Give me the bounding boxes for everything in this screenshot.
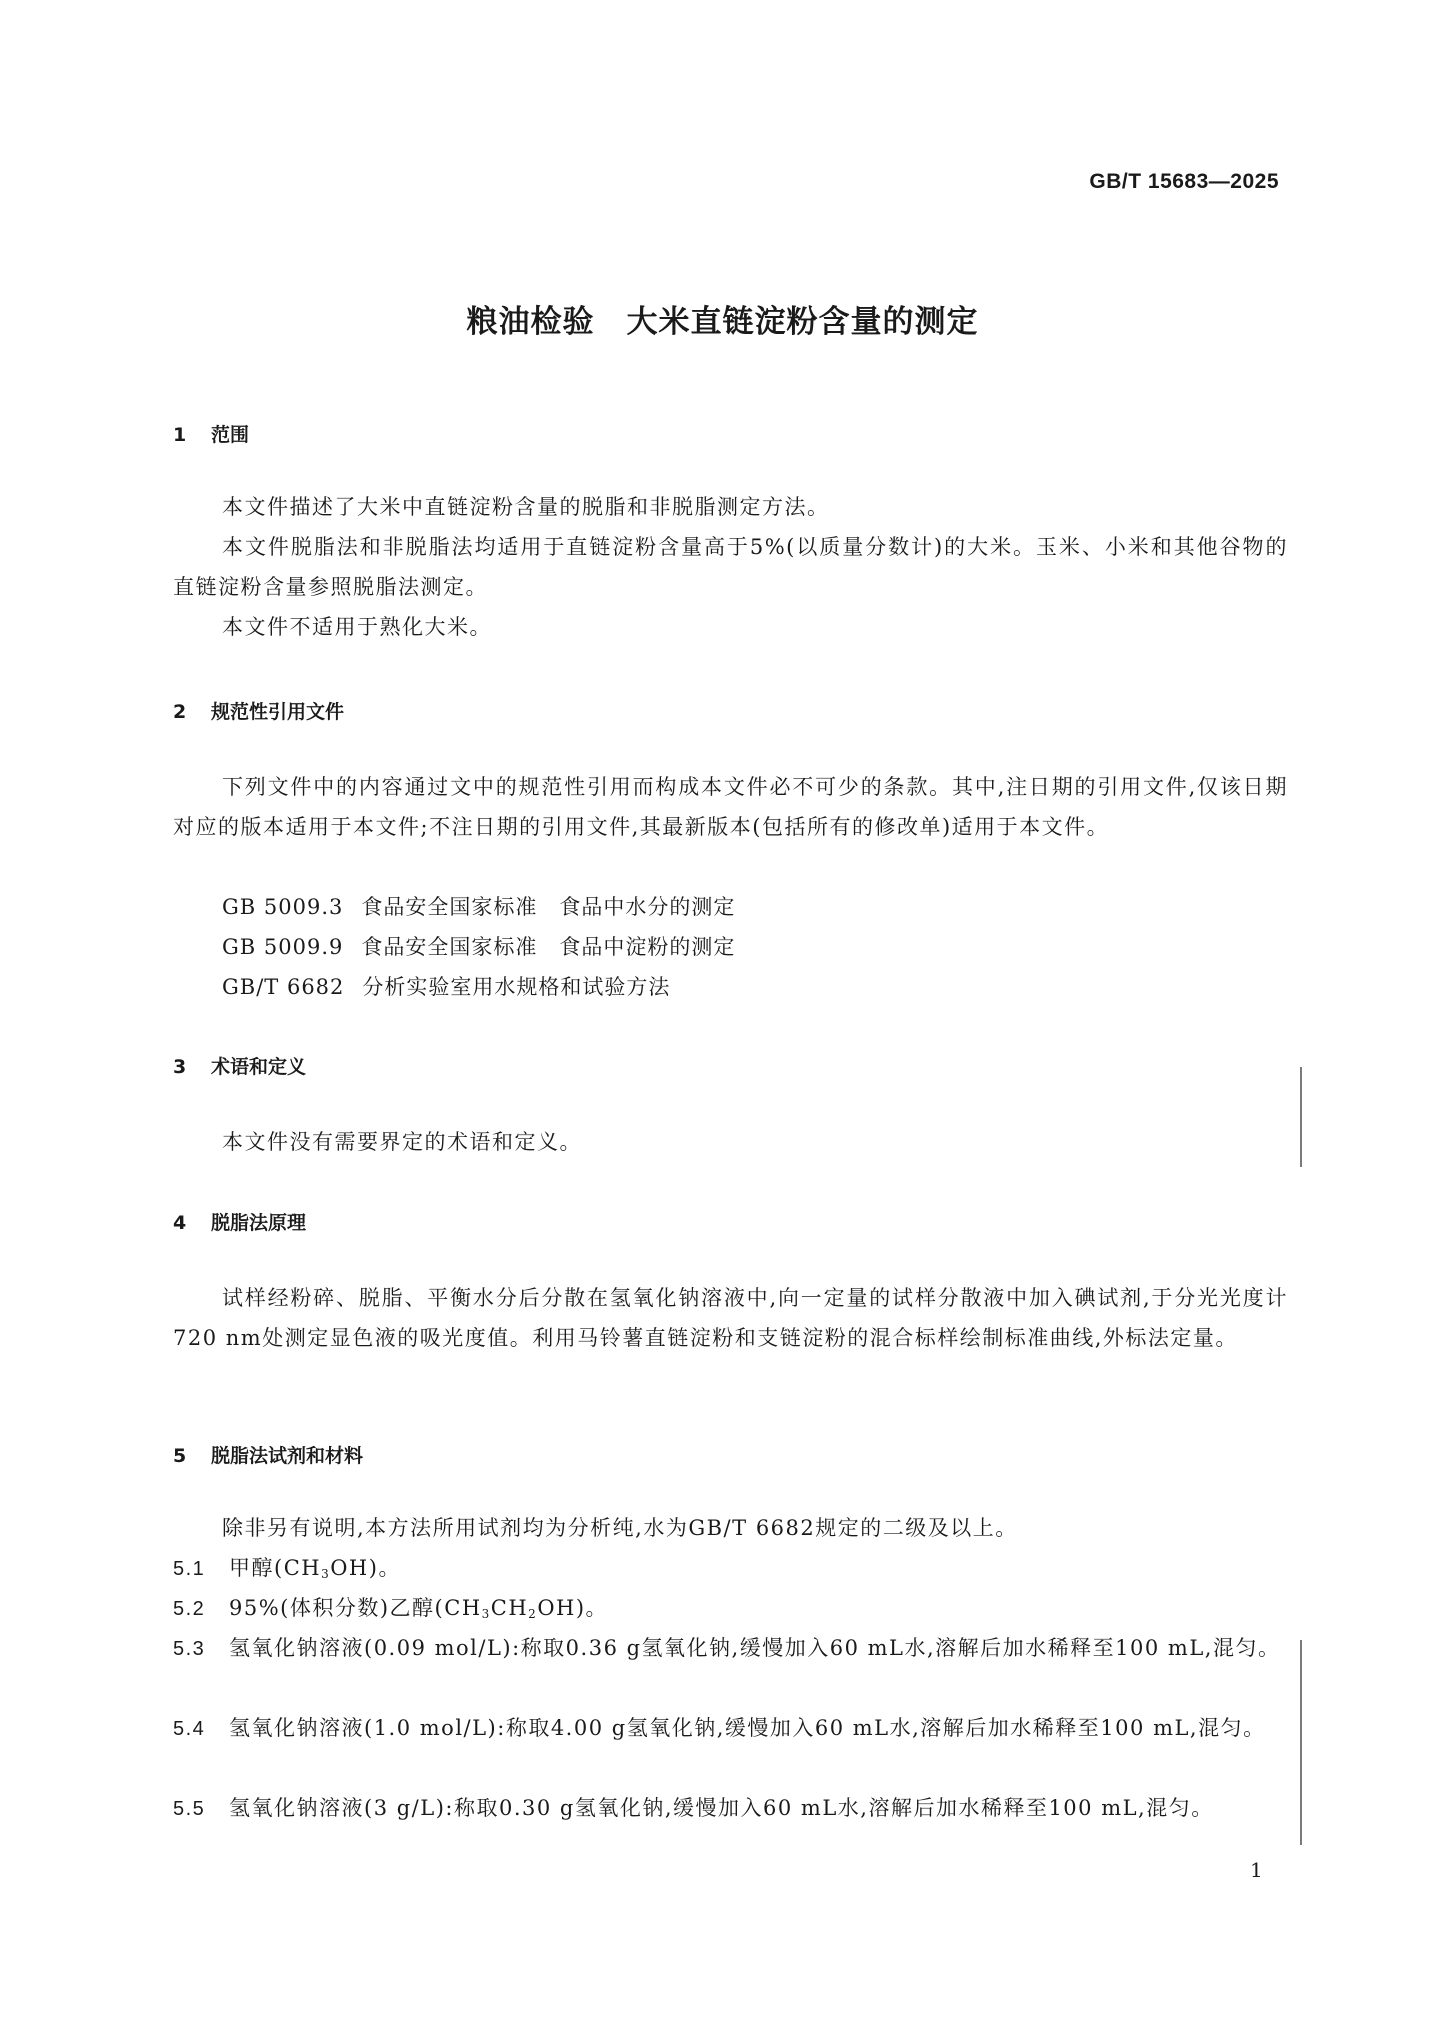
reference-code: GB/T 6682 bbox=[222, 975, 345, 999]
change-bar bbox=[1300, 1067, 1302, 1167]
document-title: 粮油检验 大米直链淀粉含量的测定 bbox=[466, 304, 979, 340]
section-title: 规范性引用文件 bbox=[211, 701, 345, 723]
reference-title: 分析实验室用水规格和试验方法 bbox=[362, 975, 671, 999]
reference-title: 食品安全国家标准 食品中水分的测定 bbox=[361, 895, 736, 919]
item-text: OH)。 bbox=[537, 1596, 609, 1620]
section-number: 3 bbox=[173, 1056, 187, 1078]
page-number: 1 bbox=[1250, 1858, 1263, 1882]
section-5-heading bbox=[173, 1441, 363, 1471]
paragraph: 本文件脱脂法和非脱脂法均适用于直链淀粉含量高于5%(以质量分数计)的大米。玉米、小米和其他谷物的直链淀粉含量参照脱脂法测定。 bbox=[173, 535, 1288, 599]
section-number: 1 bbox=[173, 424, 187, 446]
subscript: 3 bbox=[321, 1567, 331, 1581]
section-number: 4 bbox=[173, 1212, 187, 1234]
reference-code: GB 5009.9 bbox=[222, 935, 344, 959]
change-bar bbox=[1300, 1640, 1302, 1845]
standard-code: GB/T 15683—2025 bbox=[1089, 170, 1279, 193]
item-text: 95%(体积分数)乙醇(CH bbox=[229, 1596, 482, 1620]
item-number: 5.3 bbox=[173, 1638, 206, 1660]
list-item bbox=[173, 1628, 1288, 1669]
section-1-heading bbox=[173, 420, 249, 450]
section-4-heading bbox=[173, 1208, 306, 1238]
section-title: 脱脂法原理 bbox=[211, 1212, 307, 1234]
item-text: OH)。 bbox=[330, 1556, 401, 1580]
item-text: 氢氧化钠溶液(3 g/L):称取0.30 g氢氧化钠,缓慢加入60 mL水,溶解后加水稀释至100 mL,混匀。 bbox=[229, 1796, 1214, 1820]
paragraph: 本文件不适用于熟化大米。 bbox=[222, 615, 492, 639]
reference-code: GB 5009.3 bbox=[222, 895, 344, 919]
paragraph: 本文件没有需要界定的术语和定义。 bbox=[222, 1130, 582, 1154]
item-number: 5.1 bbox=[173, 1558, 206, 1580]
reference-title: 食品安全国家标准 食品中淀粉的测定 bbox=[361, 935, 736, 959]
section-number: 2 bbox=[173, 701, 187, 723]
item-text: 甲醇(CH bbox=[229, 1556, 322, 1580]
section-number: 5 bbox=[173, 1445, 187, 1467]
reference-item bbox=[222, 927, 735, 967]
paragraph: 除非另有说明,本方法所用试剂均为分析纯,水为GB/T 6682规定的二级及以上。 bbox=[222, 1516, 1018, 1540]
list-item bbox=[173, 1708, 1288, 1749]
reference-item bbox=[222, 967, 670, 1007]
item-text: 氢氧化钠溶液(1.0 mol/L):称取4.00 g氢氧化钠,缓慢加入60 mL水,溶解后加水稀释至100 mL,混匀。 bbox=[229, 1716, 1266, 1740]
reference-item bbox=[222, 887, 735, 927]
section-title: 术语和定义 bbox=[211, 1056, 307, 1078]
paragraph: 试样经粉碎、脱脂、平衡水分后分散在氢氧化钠溶液中,向一定量的试样分散液中加入碘试剂,于分光光度计720 nm处测定显色液的吸光度值。利用马铃薯直链淀粉和支链淀粉的混合标样绘制标准曲线,外标法定量。 bbox=[173, 1286, 1288, 1350]
item-text: 氢氧化钠溶液(0.09 mol/L):称取0.36 g氢氧化钠,缓慢加入60 mL水,溶解后加水稀释至100 mL,混匀。 bbox=[229, 1636, 1281, 1660]
paragraph: 本文件描述了大米中直链淀粉含量的脱脂和非脱脂测定方法。 bbox=[222, 495, 830, 519]
subscript: 3 bbox=[481, 1607, 491, 1621]
subscript: 2 bbox=[528, 1607, 538, 1621]
item-number: 5.5 bbox=[173, 1798, 206, 1820]
item-number: 5.2 bbox=[173, 1598, 206, 1620]
item-number: 5.4 bbox=[173, 1718, 206, 1740]
section-2-heading bbox=[173, 697, 344, 727]
section-3-heading bbox=[173, 1052, 306, 1082]
item-text: CH bbox=[490, 1596, 529, 1620]
list-item bbox=[173, 1788, 1288, 1829]
paragraph: 下列文件中的内容通过文中的规范性引用而构成本文件必不可少的条款。其中,注日期的引用文件,仅该日期对应的版本适用于本文件;不注日期的引用文件,其最新版本(包括所有的修改单)适用于本文件。 bbox=[173, 775, 1288, 839]
section-title: 范围 bbox=[211, 424, 250, 446]
section-title: 脱脂法试剂和材料 bbox=[211, 1445, 364, 1467]
